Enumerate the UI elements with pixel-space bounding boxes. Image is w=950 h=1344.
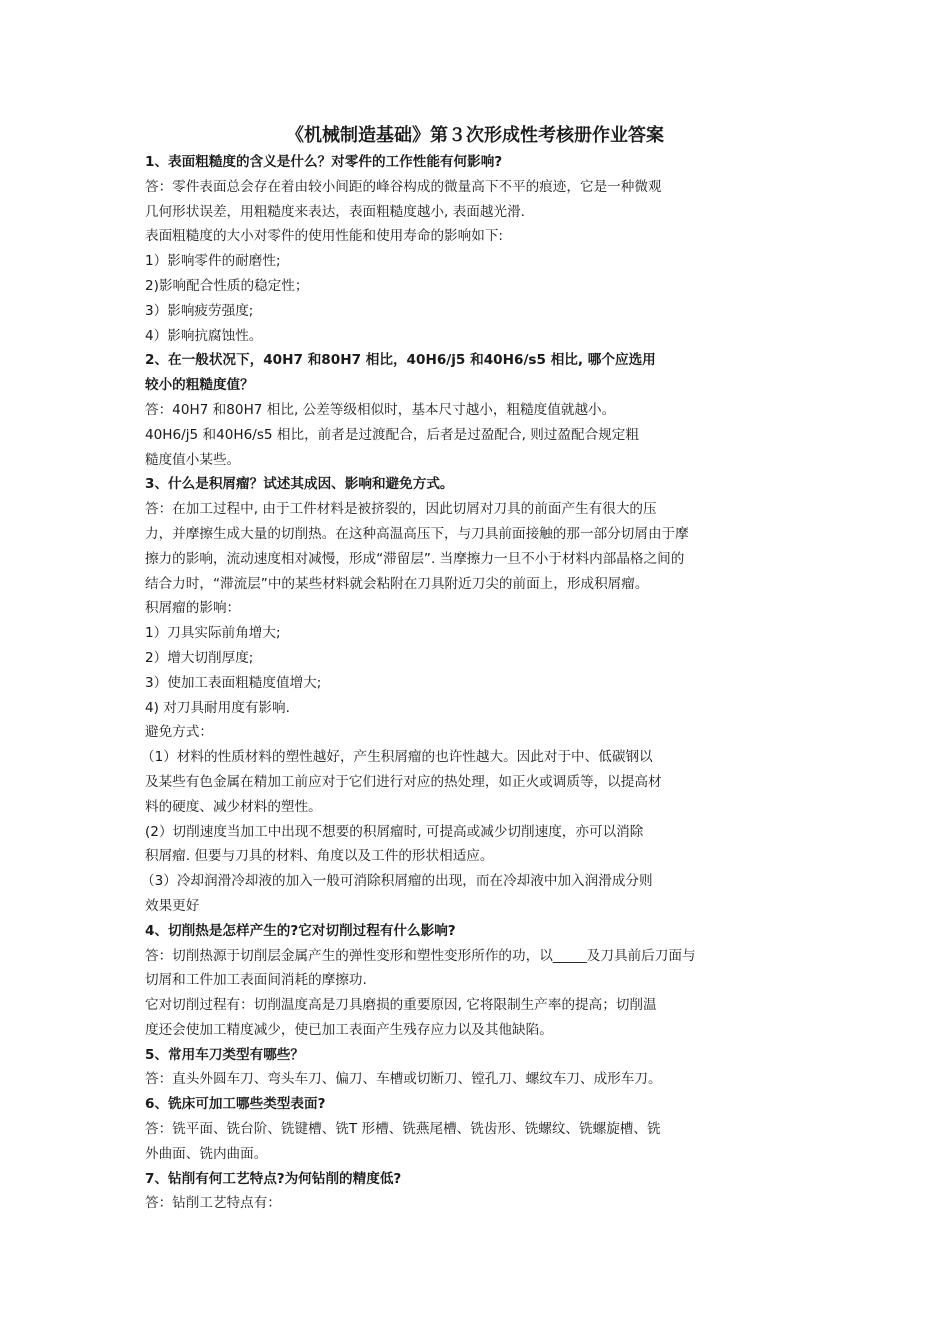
question-line: 2、在一般状况下，40H7 和80H7 相比，40H6/j5 和40H6/s5 相比, 哪个应选用	[145, 352, 656, 369]
text-line: 外曲面、铣内曲面。	[145, 1145, 268, 1162]
document-body	[141, 150, 805, 1216]
document-title: 《机械制造基础》第３次形成性考核册作业答案	[286, 125, 664, 146]
text-line: 它对切削过程有：切削温度高是刀具磨损的重要原因, 它将限制生产率的提高；切削温	[145, 997, 657, 1014]
text-line: 1）刀具实际前角增大;	[145, 625, 281, 642]
question-line: 1、表面粗糙度的含义是什么？对零件的工作性能有何影响?	[145, 154, 503, 170]
text-line: 2)影响配合性质的稳定性；	[145, 277, 309, 294]
text-line: 4) 对刀具耐用度有影响.	[145, 699, 290, 716]
text-line: 度还会使加工精度减少，使已加工表面产生残存应力以及其他缺陷。	[145, 1021, 553, 1038]
text-line: 积屑瘤的影响：	[145, 600, 241, 617]
text-line: （1）材料的性质材料的塑性越好，产生积屑瘤的也许性越大。因此对于中、低碳钢以	[141, 749, 653, 766]
text-line: 切屑和工件加工表面间消耗的摩擦功.	[145, 972, 367, 989]
text-line: 擦力的影响，流动速度相对减慢，形成“滞留层”. 当摩擦力一旦不小于材料内部晶格之间的	[145, 550, 685, 567]
question-line: 7、钻削有何工艺特点?为何钻削的精度低?	[145, 1170, 402, 1187]
text-line: 答：铣平面、铣台阶、铣键槽、铣T 形槽、铣燕尾槽、铣齿形、铣螺纹、铣螺旋槽、铣	[145, 1121, 661, 1138]
question-line: 较小的粗糙度值？	[145, 377, 254, 394]
text-line: 3）使加工表面粗糙度值增大;	[145, 674, 322, 691]
text-line: 结合力时，“滞流层”中的某些材料就会粘附在刀具附近刀尖的前面上，形成积屑瘤。	[145, 575, 649, 592]
text-line: 积屑瘤. 但要与刀具的材料、角度以及工件的形状相适应。	[145, 848, 494, 865]
question-line: 3、什么是积屑瘤？试述其成因、影响和避免方式。	[145, 476, 454, 493]
text-line: 及某些有色金属在精加工前应对于它们进行对应的热处理，如正火或调质等，以提高材	[145, 773, 662, 790]
text-line: 答：钻削工艺特点有：	[145, 1195, 281, 1212]
text-line: 3）影响疲劳强度;	[145, 302, 254, 319]
question-line: 4、切削热是怎样产生的?它对切削过程有什么影响?	[145, 922, 456, 939]
text-line: （3）冷却润滑冷却液的加入一般可消除积屑瘤的出现，而在冷却液中加入润滑成分则	[141, 873, 653, 890]
text-line: 答：在加工过程中, 由于工件材料是被挤裂的，因此切屑对刀具的前面产生有很大的压	[145, 501, 657, 518]
text-line: 几何形状误差，用粗糙度来表达，表面粗糙度越小, 表面越光滑.	[145, 203, 525, 220]
question-line: 6、铣床可加工哪些类型表面?	[145, 1096, 326, 1113]
text-line: 料的硬度、减少材料的塑性。	[145, 798, 322, 815]
text-line: 避免方式：	[145, 724, 213, 741]
text-line: 糙度值小某些。	[145, 451, 241, 468]
text-line: 40H6/j5 和40H6/s5 相比，前者是过渡配合，后者是过盈配合, 则过盈配合规定粗	[145, 426, 639, 443]
text-line: 4）影响抗腐蚀性。	[145, 327, 263, 344]
text-line: 效果更好	[145, 897, 200, 914]
text-line: 表面粗糙度的大小对零件的使用性能和使用寿命的影响如下:	[145, 228, 504, 245]
text-line: 答：切削热源于切削层金属产生的弹性变形和塑性变形所作的功，以_____及刀具前后刀面与	[145, 947, 696, 964]
text-line: 2）增大切削厚度;	[145, 649, 254, 666]
question-line: 5、常用车刀类型有哪些？	[145, 1046, 304, 1063]
text-line: (2）切削速度当加工中出现不想要的积屑瘤时, 可提高或减少切削速度，亦可以消除	[145, 823, 644, 840]
text-line: 力，并摩擦生成大量的切削热。在这种高温高压下，与刀具前面接触的那一部分切屑由于摩	[145, 525, 689, 542]
text-line: 答：直头外圆车刀、弯头车刀、偏刀、车槽或切断刀、镗孔刀、螺纹车刀、成形车刀。	[145, 1071, 662, 1088]
text-line: 答：40H7 和80H7 相比, 公差等级相似时，基本尺寸越小，粗糙度值就越小。	[145, 401, 616, 418]
text-line: 1）影响零件的耐磨性;	[145, 253, 281, 270]
text-line: 答：零件表面总会存在着由较小间距的峰谷构成的微量高下不平的痕迹，它是一种微观	[145, 178, 662, 195]
